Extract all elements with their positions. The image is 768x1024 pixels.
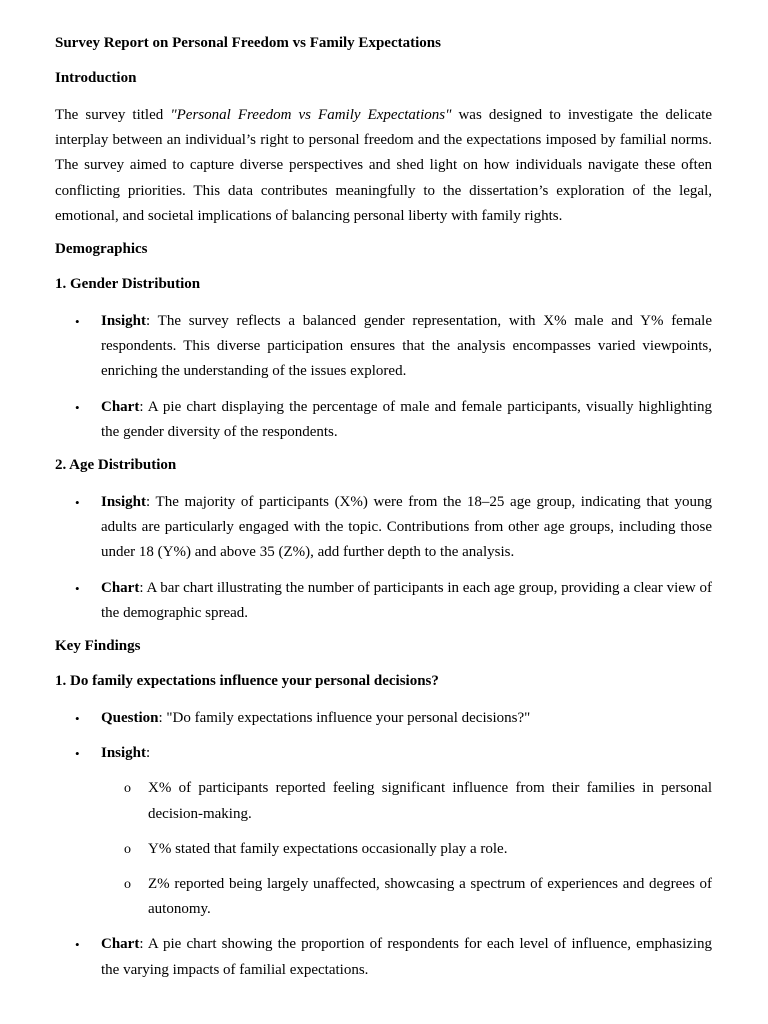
sub-list-item [101, 776, 712, 826]
insight-text: : The majority of participants (X%) were from the 18–25 age group, indicating that young adults are particularly engaged with the topic. Contributions from other age groups, including those under 18 (Y%) and above 35 (Z%), add further depth to the analysis. [101, 494, 712, 561]
sub-item-text: Z% reported being largely unaffected, showcasing a spectrum of experiences and degrees of autonomy. [148, 876, 712, 918]
bullet-icon: • [75, 580, 80, 596]
chart-label: Chart [101, 936, 140, 953]
bullet-icon: • [75, 495, 80, 511]
gender-distribution-heading: 1. Gender Distribution [55, 276, 201, 293]
insight-label: Insight [101, 745, 147, 762]
insight-text: : [146, 745, 151, 762]
document-title: Survey Report on Personal Freedom vs Family Expectations [55, 35, 441, 51]
insight-label: Insight [101, 494, 147, 511]
age-bullet-list [55, 490, 712, 626]
question-label: Question [101, 710, 159, 727]
bullet-icon: • [75, 399, 80, 415]
insight-sub-list [101, 776, 712, 922]
insight-text: : The survey reflects a balanced gender representation, with X% male and Y% female respondents. This diverse participation ensures that the analysis encompasses varied viewpoints, enriching the understanding of the issues explored. [101, 313, 712, 380]
introduction-paragraph [55, 103, 712, 229]
list-item [55, 490, 712, 566]
question-1-heading: 1. Do family expectations influence your personal decisions? [55, 673, 439, 690]
list-item [55, 706, 712, 731]
question-1-bullet-list [55, 706, 712, 983]
introduction-heading: Introduction [55, 70, 137, 86]
introduction-text-before: The survey titled [55, 107, 171, 123]
bullet-icon: • [75, 711, 80, 727]
sub-item-text: Y% stated that family expectations occasionally play a role. [148, 840, 508, 857]
chart-label: Chart [101, 579, 140, 596]
bullet-icon: • [75, 314, 80, 330]
survey-name: "Personal Freedom vs Family Expectations" [170, 107, 452, 123]
circle-bullet-icon: o [124, 877, 131, 893]
list-item [55, 395, 712, 445]
list-item [55, 932, 712, 982]
bullet-icon: • [75, 746, 80, 762]
chart-label: Chart [101, 398, 140, 415]
list-item [55, 741, 712, 922]
introduction-text-after: was designed to investigate the delicate interplay between an individual’s right to personal freedom and the expectations imposed by familial norms. The survey aimed to capture diverse perspectives and shed light on how individuals navigate these often conflicting priorities. This data contributes meaningfully to the dissertation’s exploration of the legal, emotional, and societal implications of balancing personal liberty with family rights. [55, 107, 713, 224]
bullet-icon: • [75, 937, 80, 953]
sub-list-item [101, 837, 712, 862]
chart-text: : A bar chart illustrating the number of participants in each age group, providing a clear view of the demographic spread. [101, 579, 712, 621]
sub-item-text: X% of participants reported feeling significant influence from their families in personal decision-making. [148, 780, 712, 822]
age-distribution-heading: 2. Age Distribution [55, 457, 177, 474]
key-findings-heading: Key Findings [55, 638, 141, 655]
chart-text: : A pie chart showing the proportion of respondents for each level of influence, emphasizing the varying impacts of familial expectations. [101, 936, 712, 978]
list-item [55, 309, 712, 385]
list-item [55, 576, 712, 626]
demographics-heading: Demographics [55, 241, 148, 258]
question-text: : "Do family expectations influence your personal decisions?" [158, 710, 531, 727]
circle-bullet-icon: o [124, 841, 131, 857]
chart-text: : A pie chart displaying the percentage of male and female participants, visually highlighting the gender diversity of the respondents. [101, 398, 712, 440]
sub-list-item [101, 872, 712, 922]
gender-bullet-list [55, 309, 712, 445]
circle-bullet-icon: o [124, 781, 131, 797]
insight-label: Insight [101, 313, 147, 330]
